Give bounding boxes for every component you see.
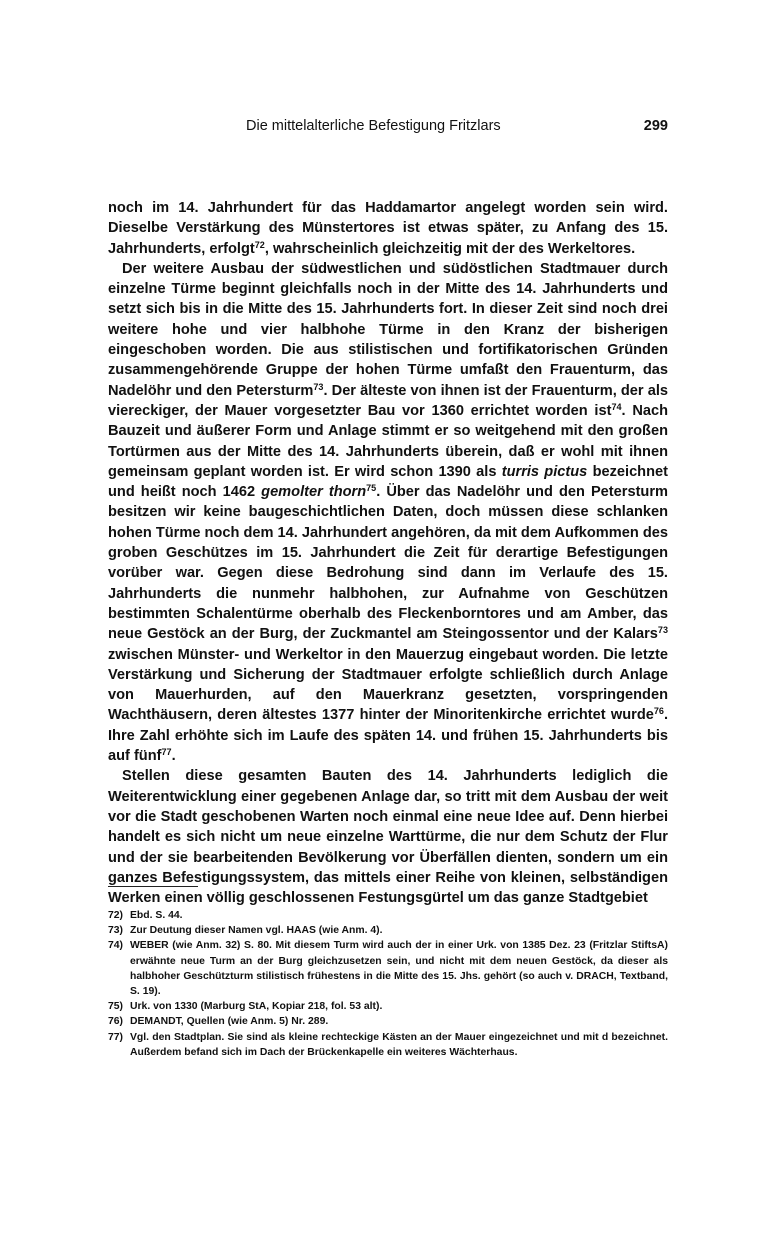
- running-title: Die mittelalterliche Befestigung Fritzlars: [246, 118, 501, 134]
- footnote: [108, 1014, 668, 1029]
- text-segment: . Über das Nadelöhr und den Petersturm besitzen wir keine baugeschichtlichen Daten, doch müssen diese schlanken hohen Türme noch dem 14. Jahrhundert angehören, da mit dem Aufkommen des groben Geschützes im 15. Jahrhundert die Zeit für derartige Befestigungen vorüber war. Gegen diese Bedrohung sind dann im Verlaufe des 15. Jahrhunderts die nunmehr halbhohen, zur Aufnahme von Geschützen bestimmten Schalentürme oberhalb des Fleckenborntores und am Amber, das neue Gestöck an der Burg, der Zuckmantel am Steingossentor und der Kalars: [108, 484, 668, 643]
- text-segment: Der weitere Ausbau der südwestlichen und südöstlichen Stadtmauer durch einzelne Türme beginnt gleichfalls noch in der Mitte des 14. Jahrhunderts und setzt sich bis in die Mitte des 15. Jahrhunderts fort. In dieser Zeit sind noch drei weitere hohe und vier halbhohe Türme in den Kranz der bisherigen eingeschoben worden. Die aus stilistischen und fortifikatorischen Gründen zusammengehörende Gruppe der hohen Türme umfaßt den Frauenturm, das Nadelöhr und den Petersturm: [108, 260, 668, 399]
- footnote-ref: 72: [254, 239, 265, 250]
- text-segment: noch im 14. Jahrhundert für das Haddamartor angelegt worden sein wird. Dieselbe Verstärkung des Münstertores ist etwas später, zu Anfang des 15. Jahrhunderts, erfolgt: [108, 200, 668, 257]
- footnote-text: WEBER (wie Anm. 32) S. 80. Mit diesem Turm wird auch der in einer Urk. von 1385 Dez. 23 (Fritzlar StiftsA) erwähnte neue Turm an der Burg gleichzusetzen sein, und nicht mit dem neuen Gestöck, da dieser als halbhoher Geschützturm stilistisch frühestens in die Mitte des 15. Jhs. gehört (so auch v. DRACH, Textband, S. 19).: [130, 940, 668, 998]
- paragraph: [108, 259, 668, 766]
- footnote: [108, 1030, 668, 1060]
- footnote-text: Urk. von 1330 (Marburg StA, Kopiar 218, fol. 53 alt).: [130, 1001, 383, 1013]
- footnote-ref: 73: [657, 625, 668, 636]
- text-segment: . Nach Bauzeit und äußerer Form und Anlage stimmt er so weitgehend mit den großen Tortürmen aus der Mitte des 14. Jahrhunderts überein, daß er wohl mit ihnen gemeinsam geplant worden ist. Er wird schon 1390 als: [108, 402, 669, 480]
- footnote-ref: 74: [611, 402, 622, 412]
- text-segment: Stellen diese gesamten Bauten des 14. Jahrhunderts lediglich die Weiterentwicklung einer gegebenen Anlage dar, so tritt mit dem Ausbau der weit vor die Stadt geschobenen Warten noch einmal eine neue Idee auf. Denn hierbei handelt es sich nicht um neue einzelne Warttürme, die nur dem Schutz der Flur und der sie bearbeitenden Bevölkerung vor Überfällen dienten, sondern um ein ganzes Befestigungssystem, das mittels einer Reihe von kleinen, selbständigen Werken einen völlig geschlossenen Festungsgürtel um das ganze Stadtgebiet: [108, 768, 668, 907]
- footnote-number: 76): [108, 1016, 124, 1028]
- footnote-text: Ebd. S. 44.: [130, 910, 183, 921]
- footnote-number: 77): [108, 1031, 124, 1043]
- footnote-text: Zur Deutung dieser Namen vgl. HAAS (wie Anm. 4).: [130, 925, 383, 937]
- paragraph: [108, 766, 668, 908]
- paragraph: [108, 198, 668, 259]
- text-segment: .: [171, 748, 176, 765]
- text-segment: . Ihre Zahl erhöhte sich im Laufe des späten 14. und frühen 15. Jahrhunderts bis auf fünf: [108, 707, 668, 765]
- italic-term: gemolter thorn: [261, 484, 367, 501]
- footnote-number: 72): [108, 910, 124, 921]
- footnote-ref: 73: [313, 381, 324, 392]
- text-segment: bezeichnet und heißt noch 1462: [108, 463, 668, 501]
- footnote-separator: [108, 886, 198, 887]
- footnote-number: 74): [108, 940, 124, 952]
- text-segment: . Der älteste von ihnen ist der Frauenturm, der als viereckiger, der Mauer vorgesetzter Bau vor 1360 errichtet worden ist: [108, 382, 669, 419]
- footnote-ref: 77: [161, 747, 172, 758]
- footnote-number: 73): [108, 925, 124, 937]
- italic-term: turris pictus: [501, 463, 588, 480]
- text-segment: zwischen Münster- und Werkeltor in den Mauerzug eingebaut worden. Die letzte Verstärkung und Sicherung der Stadtmauer erfolgte schließlich durch Anlage von Mauerhurden, auf den Mauerkranz gesetzten, vorspringenden Wachthäusern, deren ältestes 1377 hinter der Minoritenkirche errichtet wurde: [108, 646, 668, 724]
- footnote: [108, 923, 668, 938]
- footnote: [108, 908, 668, 923]
- footnote-number: 75): [108, 1001, 124, 1013]
- text-segment: , wahrscheinlich gleichzeitig mit der des Werkeltores.: [264, 240, 636, 257]
- body-text: [108, 198, 668, 908]
- footnote-text: DEMANDT, Quellen (wie Anm. 5) Nr. 289.: [130, 1016, 329, 1028]
- footnote-text: Vgl. den Stadtplan. Sie sind als kleine rechteckige Kästen an der Mauer eingezeichnet und mit d bezeichnet. Außerdem befand sich im Dach der Brückenkapelle ein weiteres Wächterhaus.: [130, 1031, 668, 1058]
- footnote-ref: 76: [653, 706, 664, 717]
- running-header: [108, 118, 668, 138]
- footnotes: [108, 908, 668, 1060]
- footnote-ref: 75: [366, 483, 377, 494]
- footnote: [108, 999, 668, 1014]
- page-number: 299: [643, 118, 668, 134]
- footnote: [108, 938, 668, 999]
